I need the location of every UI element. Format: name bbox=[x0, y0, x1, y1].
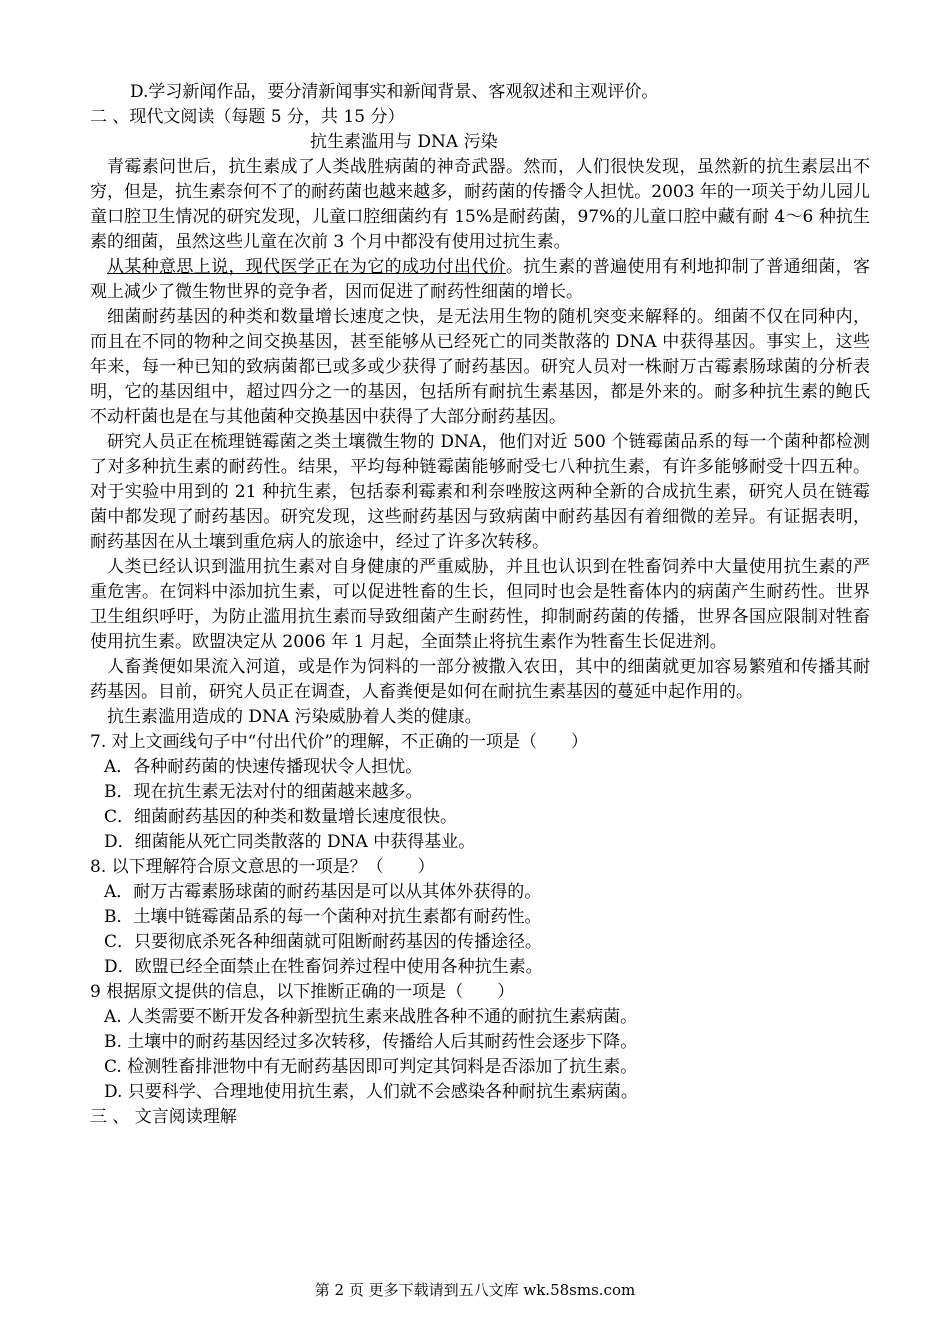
paragraph-3: 细菌耐药基因的种类和数量增长速度之快，是无法用生物的随机突变来解释的。细菌不仅在同种内，而且在不同的物种之间交换基因，甚至能够从已经死亡的同类散落的 DNA 中获得基因。事实上，这些年来，每一种已知的致病菌都已或多或少获得了耐药基因。研究人员对一株耐万古霉素肠球菌的分析表明，它的基因组中，超过四分之一的基因，包括所有耐抗生素基因，都是外来的。耐多种抗生素的鲍氏不动杆菌也是在与其他菌种交换基因中获得了大部分耐药基因。 bbox=[90, 307, 870, 427]
option-d: D. 只要科学、合理地使用抗生素，人们就不会感染各种耐抗生素病菌。 bbox=[104, 1082, 638, 1102]
previous-option-d: D.学习新闻作品，要分清新闻事实和新闻背景、客观叙述和主观评价。 bbox=[130, 82, 659, 102]
underlined-sentence: 从某种意思上说，现代医学正在为它的成功付出代价 bbox=[107, 257, 507, 277]
option-c: C．细菌耐药基因的种类和数量增长速度很快。 bbox=[104, 807, 458, 827]
paragraph-2-rest: 。抗生素的普遍使用有利地抑制了普通细菌，客观上减少了微生物世界的竞争者，因而促进了耐药性细菌的增长。 bbox=[90, 257, 871, 302]
paragraph-5: 人类已经认识到滥用抗生素对自身健康的严重威胁，并且也认识到在牲畜饲养中大量使用抗生素的严重危害。在饲料中添加抗生素，可以促进牲畜的生长，但同时也会是牲畜体内的病菌产生耐药性。世界卫生组织呼吁，为防止滥用抗生素而导致细菌产生耐药性，抑制耐药菌的传播，世界各国应限制对牲畜使用抗生素。欧盟决定从 2006 年 1 月起，全面禁止将抗生素作为牲畜生长促进剂。 bbox=[90, 557, 870, 652]
question-7 bbox=[90, 730, 870, 855]
question-stem: 8. 以下理解符合原文意思的一项是？（ ） bbox=[90, 857, 435, 877]
paragraph-6: 人畜粪便如果流入河道，或是作为饲料的一部分被撒入农田，其中的细菌就更加容易繁殖和传播其耐药基因。目前，研究人员正在调查，人畜粪便是如何在耐抗生素基因的蔓延中起作用的。 bbox=[90, 657, 870, 702]
option-b: B．土壤中链霉菌品系的每一个菌种对抗生素都有耐药性。 bbox=[104, 907, 542, 927]
paragraph-2 bbox=[90, 255, 870, 305]
document-page bbox=[90, 80, 870, 1130]
section-three-heading: 三 、 文言阅读理解 bbox=[90, 1107, 237, 1127]
option-c: C．只要彻底杀死各种细菌就可阻断耐药基因的传播途径。 bbox=[104, 932, 543, 952]
option-a: A. 人类需要不断开发各种新型抗生素来战胜各种不通的耐抗生素病菌。 bbox=[104, 1007, 638, 1027]
article-body bbox=[90, 155, 870, 730]
question-stem: 9 根据原文提供的信息，以下推断正确的一项是（ ） bbox=[90, 982, 515, 1002]
option-d: D．细菌能从死亡同类散落的 DNA 中获得基业。 bbox=[104, 832, 476, 852]
option-b: B．现在抗生素无法对付的细菌越来越多。 bbox=[104, 782, 423, 802]
section-two-heading: 二 、现代文阅读（每题 5 分，共 15 分） bbox=[90, 107, 405, 127]
option-a: A．耐万古霉素肠球菌的耐药基因是可以从其体外获得的。 bbox=[104, 882, 542, 902]
option-c: C. 检测牲畜排泄物中有无耐药基因即可判定其饲料是否添加了抗生素。 bbox=[104, 1057, 638, 1077]
option-a: A．各种耐药菌的快速传播现状令人担忧。 bbox=[104, 757, 423, 777]
question-8 bbox=[90, 855, 870, 980]
article-title: 抗生素滥用与 DNA 污染 bbox=[310, 132, 498, 152]
page-footer: 第 2 页 更多下载请到五八文库 wk.58sms.com bbox=[314, 1281, 636, 1299]
paragraph-7: 抗生素滥用造成的 DNA 污染威胁着人类的健康。 bbox=[107, 707, 482, 727]
paragraph-1: 青霉素问世后，抗生素成了人类战胜病菌的神奇武器。然而，人们很快发现，虽然新的抗生素层出不穷，但是，抗生素奈何不了的耐药菌也越来越多，耐药菌的传播令人担忧。2003 年的一项关于幼儿园儿童口腔卫生情况的研究发现，儿童口腔细菌约有 15%是耐药菌，97%的儿童口腔中藏有耐 4～6 种抗生素的细菌，虽然这些儿童在次前 3 个月中都没有使用过抗生素。 bbox=[90, 157, 870, 252]
option-b: B. 土壤中的耐药基因经过多次转移，传播给人后其耐药性会逐步下降。 bbox=[104, 1032, 638, 1052]
option-d: D．欧盟已经全面禁止在牲畜饲养过程中使用各种抗生素。 bbox=[104, 957, 543, 977]
question-9 bbox=[90, 980, 870, 1105]
question-stem: 7. 对上文画线句子中“付出代价”的理解，不正确的一项是（ ） bbox=[90, 732, 589, 752]
paragraph-4: 研究人员正在梳理链霉菌之类土壤微生物的 DNA，他们对近 500 个链霉菌品系的每一个菌种都检测了对多种抗生素的耐药性。结果，平均每种链霉菌能够耐受七八种抗生素，有许多能够耐受十四五种。对于实验中用到的 21 种抗生素，包括泰利霉素和利奈唑胺这两种全新的合成抗生素，研究人员在链霉菌中都发现了耐药基因。研究发现，这些耐药基因与致病菌中耐药基因有着细微的差异。有证据表明，耐药基因在从土壤到重危病人的旅途中，经过了许多次转移。 bbox=[90, 432, 870, 552]
